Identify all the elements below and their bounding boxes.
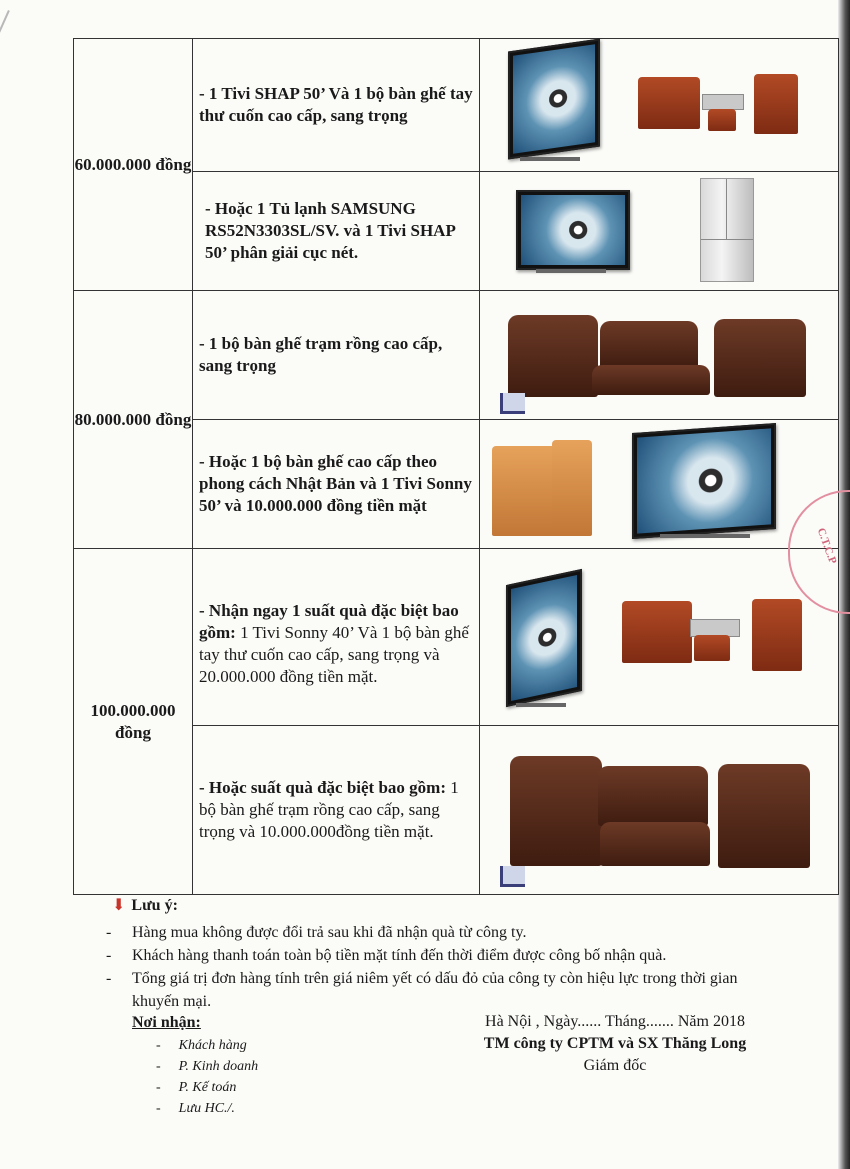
table-row (74, 39, 839, 172)
table-row (74, 291, 839, 420)
option-text: - 1 bộ bàn ghế trạm rồng cao cấp, sang trọng (199, 334, 443, 375)
tv-image (506, 569, 582, 707)
recipients-section (132, 1014, 258, 1119)
option-text: - Hoặc suất quà đặc biệt bao gồm: (199, 778, 446, 797)
tier-amount: 100.000.000 đồng (74, 549, 193, 895)
list-item: - Khách hàng thanh toán toàn bộ tiền mặt tính đến thời điểm được công bố nhận quà. (106, 944, 782, 967)
recipients-title: Nơi nhận: (132, 1014, 201, 1031)
prize-image (480, 726, 839, 895)
tv-image (516, 190, 630, 270)
image-anchor-icon (500, 393, 525, 414)
company-name: TM công ty CPTM và SX Thăng Long (483, 1035, 747, 1052)
red-stamp: C.T.C.P (788, 490, 850, 614)
notes-section (112, 894, 782, 1013)
list-item: - Tổng giá trị đơn hàng tính trên giá niêm yết có dấu đỏ của công ty còn hiệu lực trong thời gian khuyến mại. (106, 967, 782, 1013)
signature-block (460, 1011, 770, 1077)
option-text: - Nhận ngay 1 suất quà đặc biệt bao gồm: (199, 601, 459, 642)
prize-image (480, 291, 839, 420)
signer-role: Giám đốc (583, 1057, 647, 1074)
fridge-image (700, 178, 754, 282)
sofa-image (638, 77, 700, 129)
table-image (702, 94, 744, 110)
prize-option: - Hoặc suất quà đặc biệt bao gồm: 1 bộ bàn ghế trạm rồng cao cấp, sang trọng và 10.000.000đồng tiền mặt. (193, 726, 480, 895)
carved-sofa-image (508, 315, 598, 397)
scan-artifact (0, 10, 10, 148)
prize-image (480, 39, 839, 172)
tv-image (632, 423, 776, 539)
prize-image (480, 549, 839, 726)
prize-image (480, 172, 839, 291)
date-line: Hà Nội , Ngày...... Tháng....... Năm 2018 (485, 1013, 745, 1030)
prize-table (73, 38, 839, 895)
prize-option (193, 39, 480, 172)
prize-option (193, 172, 480, 291)
recipients-list (156, 1035, 258, 1119)
option-text: - Hoặc 1 Tủ lạnh SAMSUNG RS52N3303SL/SV. và 1 Tivi SHAP 50’ phân giải cục nét. (205, 199, 455, 262)
carved-sofa-image (510, 756, 602, 866)
notes-title: Lưu ý: (131, 897, 178, 914)
image-anchor-icon (500, 866, 525, 887)
table-row (74, 549, 839, 726)
list-item: - P. Kế toán (156, 1077, 258, 1098)
list-item: - Lưu HC./. (156, 1098, 258, 1119)
list-item: - Hàng mua không được đổi trả sau khi đã nhận quà từ công ty. (106, 921, 782, 944)
prize-option (193, 420, 480, 549)
tv-image (508, 39, 600, 160)
list-item: - Khách hàng (156, 1035, 258, 1056)
option-text: - Hoặc 1 bộ bàn ghế cao cấp theo phong cách Nhật Bản và 1 Tivi Sonny 50’ và 10.000.000 đồng tiền mặt (199, 452, 472, 515)
tier-amount: 60.000.000 đồng (74, 39, 193, 291)
notes-list (106, 921, 782, 1013)
prize-option (193, 291, 480, 420)
tier-amount: 80.000.000 đồng (74, 291, 193, 549)
list-item: - P. Kinh doanh (156, 1056, 258, 1077)
arrow-down-icon: ⬇ (112, 897, 126, 914)
prize-image (480, 420, 839, 549)
prize-option: - Nhận ngay 1 suất quà đặc biệt bao gồm: 1 Tivi Sonny 40’ Và 1 bộ bàn ghế tay thư cuốn cao cấp, sang trọng và 20.000.000 đồng tiền mặt. (193, 549, 480, 726)
option-text: - 1 Tivi SHAP 50’ Và 1 bộ bàn ghế tay thư cuốn cao cấp, sang trọng (199, 84, 473, 125)
sofa-image (622, 601, 692, 663)
